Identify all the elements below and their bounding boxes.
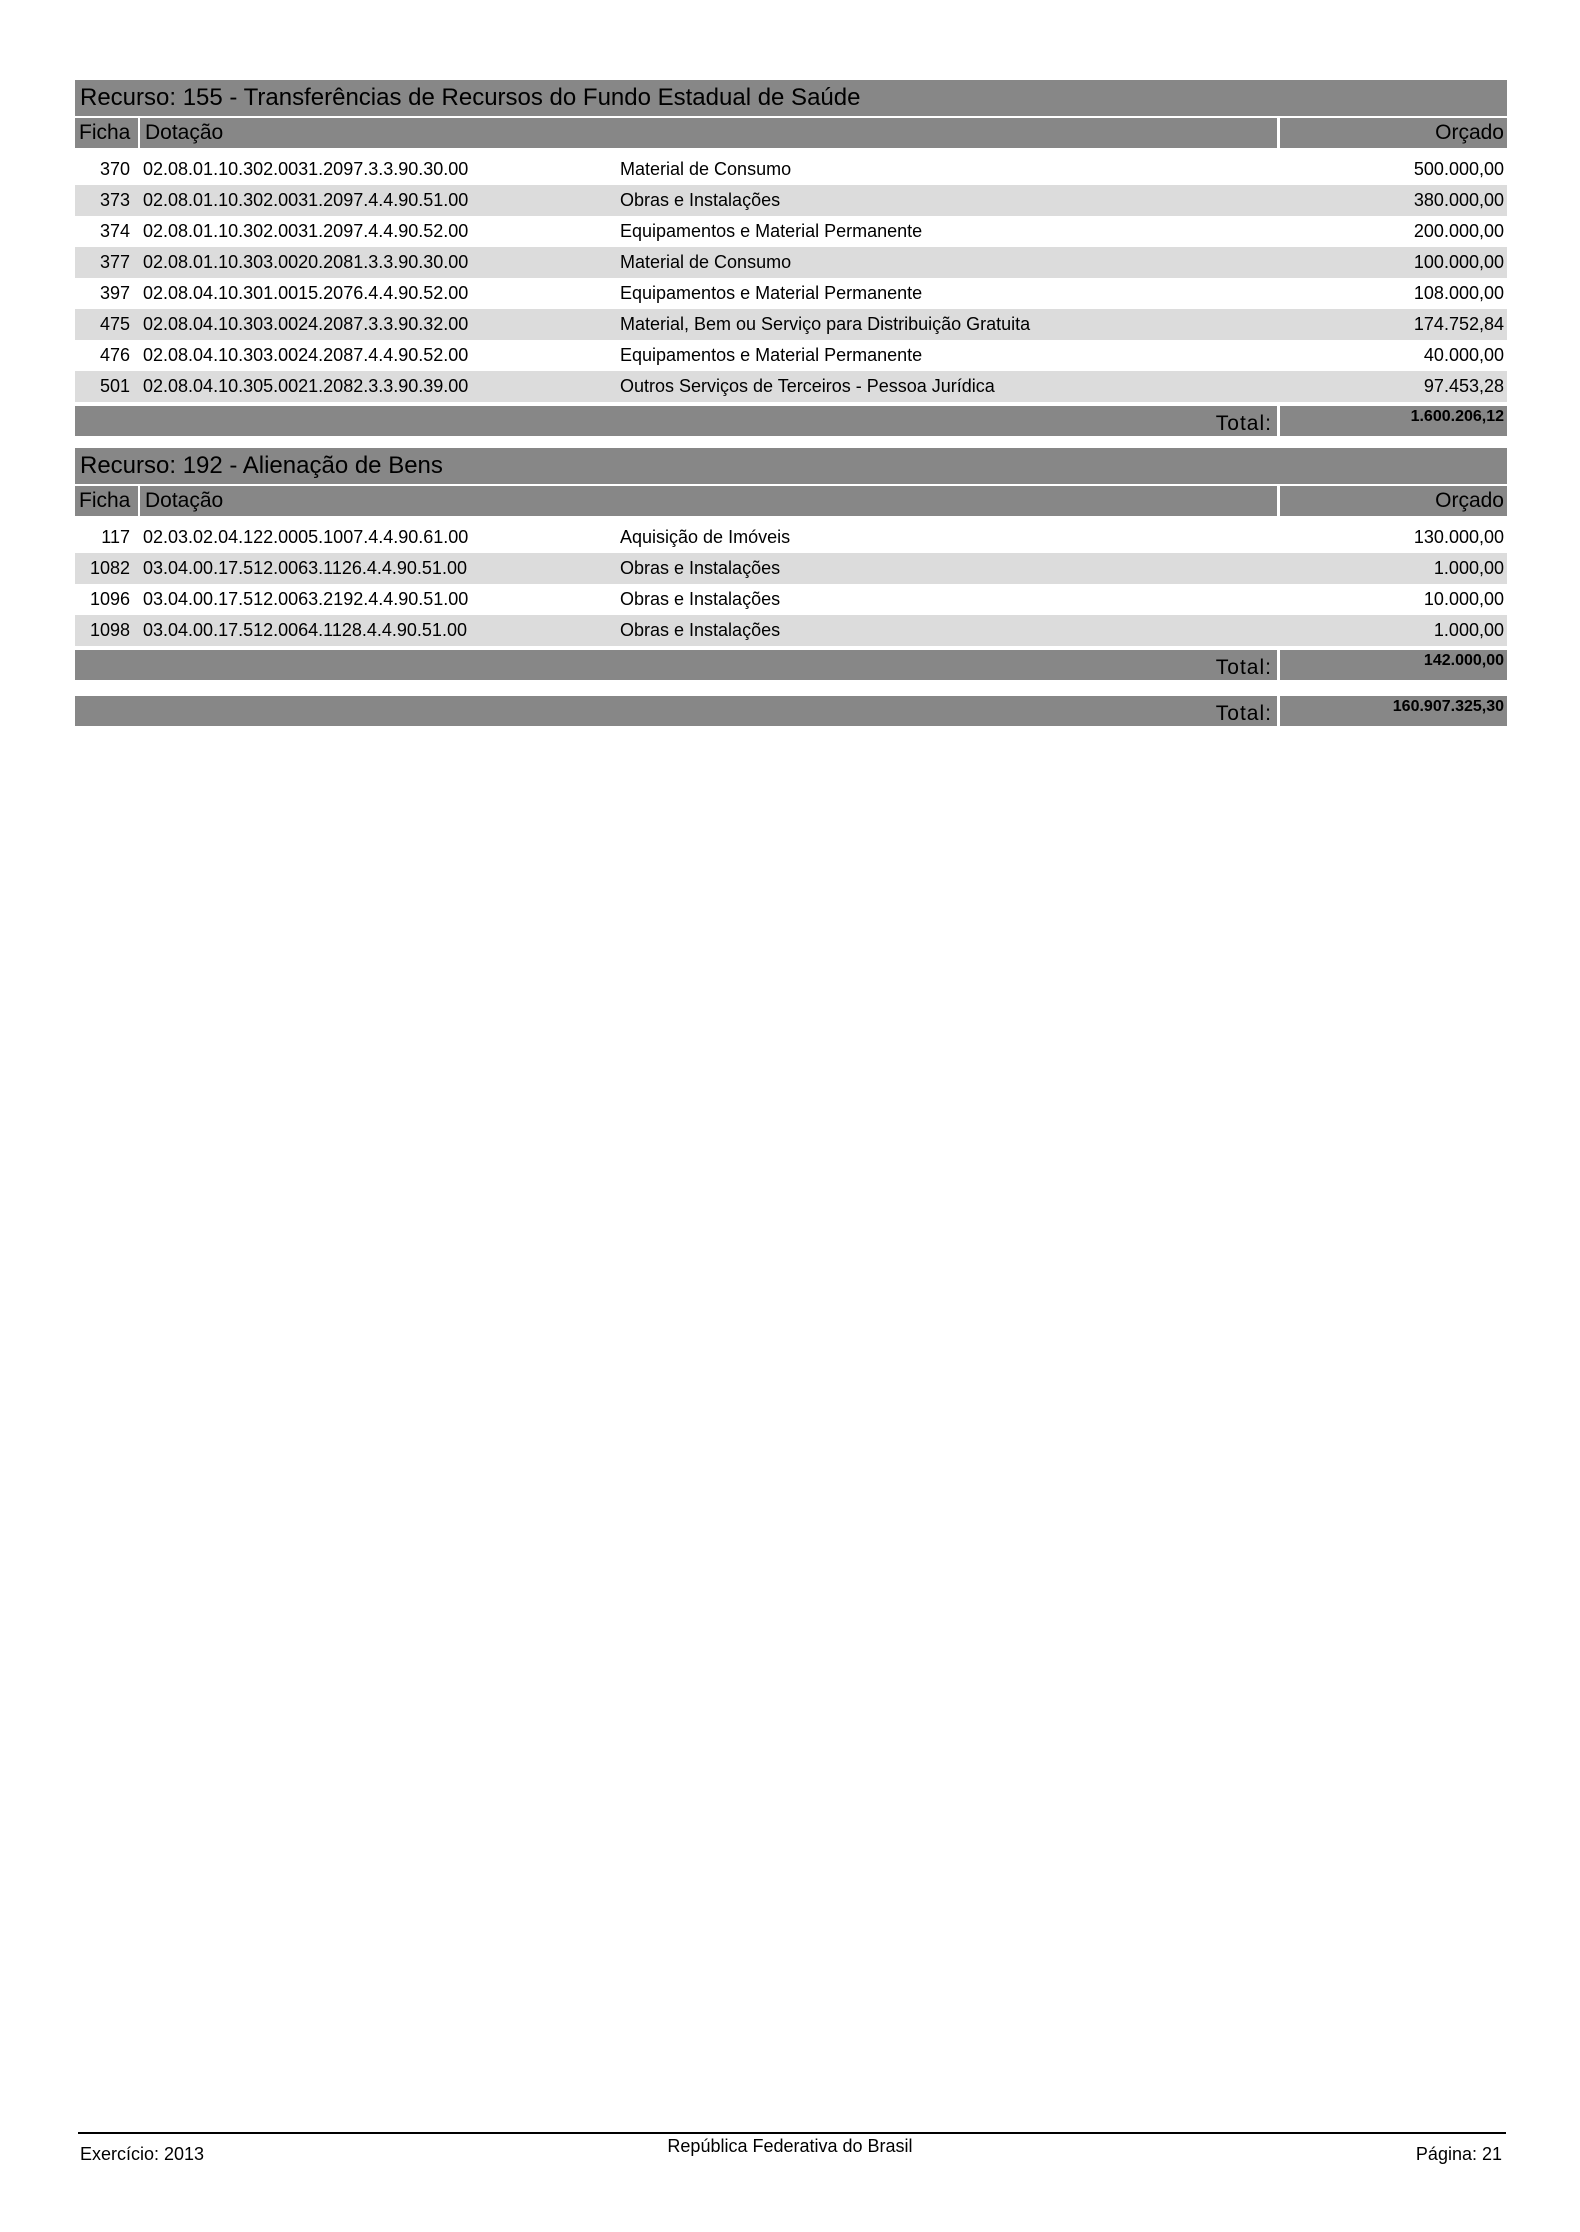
cell-dotacao: 02.08.04.10.303.0024.2087.4.4.90.52.00 bbox=[143, 345, 469, 365]
cell-orcado: 97.453,28 bbox=[1423, 376, 1504, 396]
section-total-row bbox=[75, 650, 1507, 680]
table-header bbox=[75, 486, 1507, 516]
cell-ficha: 370 bbox=[99, 159, 130, 179]
section-total-row bbox=[75, 406, 1507, 436]
header-orcado: Orçado bbox=[1280, 486, 1507, 516]
cell-ficha: 475 bbox=[99, 314, 130, 334]
resource-section bbox=[75, 448, 1507, 680]
cell-orcado: 200.000,00 bbox=[1413, 221, 1504, 241]
table-row bbox=[75, 185, 1507, 216]
header-dotacao: Dotação bbox=[145, 489, 224, 512]
grand-total-row bbox=[75, 696, 1507, 726]
header-ficha: Ficha bbox=[75, 118, 140, 148]
table-row bbox=[75, 522, 1507, 553]
cell-ficha: 377 bbox=[99, 252, 130, 272]
footer-page-number: Página: 21 bbox=[1415, 2144, 1502, 2164]
header-ficha: Ficha bbox=[75, 486, 140, 516]
cell-ficha: 117 bbox=[101, 527, 130, 547]
section-total-value: 142.000,00 bbox=[1280, 650, 1507, 680]
table-row bbox=[75, 216, 1507, 247]
resource-title: Recurso: 192 - Alienação de Bens bbox=[75, 448, 1507, 486]
cell-dotacao: 02.08.01.10.302.0031.2097.3.3.90.30.00 bbox=[143, 159, 469, 179]
cell-descricao: Material de Consumo bbox=[620, 252, 792, 272]
cell-ficha: 397 bbox=[99, 283, 130, 303]
cell-dotacao: 02.08.01.10.302.0031.2097.4.4.90.52.00 bbox=[143, 221, 469, 241]
resource-section bbox=[75, 80, 1507, 436]
section-gap bbox=[75, 436, 1507, 448]
section-total-label: Total: bbox=[75, 406, 1277, 436]
cell-descricao: Outros Serviços de Terceiros - Pessoa Jurídica bbox=[620, 376, 995, 396]
cell-ficha: 373 bbox=[99, 190, 130, 210]
footer-exercicio: Exercício: 2013 bbox=[80, 2144, 205, 2164]
cell-orcado: 40.000,00 bbox=[1423, 345, 1504, 365]
table-row bbox=[75, 309, 1507, 340]
cell-ficha: 1096 bbox=[89, 589, 130, 609]
resource-title: Recurso: 155 - Transferências de Recursos do Fundo Estadual de Saúde bbox=[75, 80, 1507, 118]
table-row bbox=[75, 247, 1507, 278]
table-row bbox=[75, 371, 1507, 402]
cell-ficha: 476 bbox=[99, 345, 130, 365]
cell-descricao: Obras e Instalações bbox=[620, 190, 781, 210]
table-header bbox=[75, 118, 1507, 148]
footer-country: República Federativa do Brasil bbox=[667, 2136, 913, 2156]
cell-orcado: 1.000,00 bbox=[1433, 620, 1504, 640]
table-row bbox=[75, 278, 1507, 309]
table-row bbox=[75, 584, 1507, 615]
grand-total-value: 160.907.325,30 bbox=[1280, 696, 1507, 726]
section-total-label: Total: bbox=[75, 650, 1277, 680]
cell-ficha: 1098 bbox=[89, 620, 130, 640]
cell-descricao: Aquisição de Imóveis bbox=[620, 527, 791, 547]
budget-report bbox=[75, 80, 1507, 726]
cell-orcado: 108.000,00 bbox=[1413, 283, 1504, 303]
cell-descricao: Obras e Instalações bbox=[620, 620, 781, 640]
cell-dotacao: 02.08.04.10.305.0021.2082.3.3.90.39.00 bbox=[143, 376, 469, 396]
table-row bbox=[75, 615, 1507, 646]
cell-orcado: 1.000,00 bbox=[1433, 558, 1504, 578]
cell-dotacao: 02.03.02.04.122.0005.1007.4.4.90.61.00 bbox=[143, 527, 469, 547]
cell-descricao: Material, Bem ou Serviço para Distribuição Gratuita bbox=[620, 314, 1031, 334]
sections-container bbox=[75, 80, 1507, 680]
cell-orcado: 380.000,00 bbox=[1413, 190, 1504, 210]
cell-orcado: 174.752,84 bbox=[1413, 314, 1504, 334]
grand-total-label: Total: bbox=[75, 696, 1277, 726]
header-dotacao: Dotação bbox=[145, 121, 224, 144]
cell-descricao: Obras e Instalações bbox=[620, 558, 781, 578]
cell-descricao: Equipamentos e Material Permanente bbox=[620, 283, 923, 303]
cell-descricao: Equipamentos e Material Permanente bbox=[620, 221, 923, 241]
header-orcado: Orçado bbox=[1280, 118, 1507, 148]
cell-orcado: 500.000,00 bbox=[1413, 159, 1504, 179]
cell-dotacao: 03.04.00.17.512.0063.1126.4.4.90.51.00 bbox=[143, 558, 467, 578]
cell-orcado: 10.000,00 bbox=[1423, 589, 1504, 609]
table-row bbox=[75, 553, 1507, 584]
cell-dotacao: 02.08.01.10.302.0031.2097.4.4.90.51.00 bbox=[143, 190, 469, 210]
cell-dotacao: 03.04.00.17.512.0063.2192.4.4.90.51.00 bbox=[143, 589, 469, 609]
table-row bbox=[75, 154, 1507, 185]
cell-dotacao: 03.04.00.17.512.0064.1128.4.4.90.51.00 bbox=[143, 620, 467, 640]
cell-dotacao: 02.08.04.10.301.0015.2076.4.4.90.52.00 bbox=[143, 283, 469, 303]
cell-descricao: Equipamentos e Material Permanente bbox=[620, 345, 923, 365]
cell-ficha: 374 bbox=[99, 221, 130, 241]
cell-descricao: Material de Consumo bbox=[620, 159, 792, 179]
header-left bbox=[75, 118, 1277, 148]
table-row bbox=[75, 340, 1507, 371]
cell-dotacao: 02.08.01.10.303.0020.2081.3.3.90.30.00 bbox=[143, 252, 469, 272]
cell-orcado: 100.000,00 bbox=[1413, 252, 1504, 272]
cell-descricao: Obras e Instalações bbox=[620, 589, 781, 609]
section-total-value: 1.600.206,12 bbox=[1280, 406, 1507, 436]
footer-divider bbox=[78, 2132, 1506, 2134]
cell-ficha: 1082 bbox=[89, 558, 130, 578]
cell-dotacao: 02.08.04.10.303.0024.2087.3.3.90.32.00 bbox=[143, 314, 469, 334]
cell-ficha: 501 bbox=[99, 376, 130, 396]
cell-orcado: 130.000,00 bbox=[1413, 527, 1504, 547]
header-left bbox=[75, 486, 1277, 516]
